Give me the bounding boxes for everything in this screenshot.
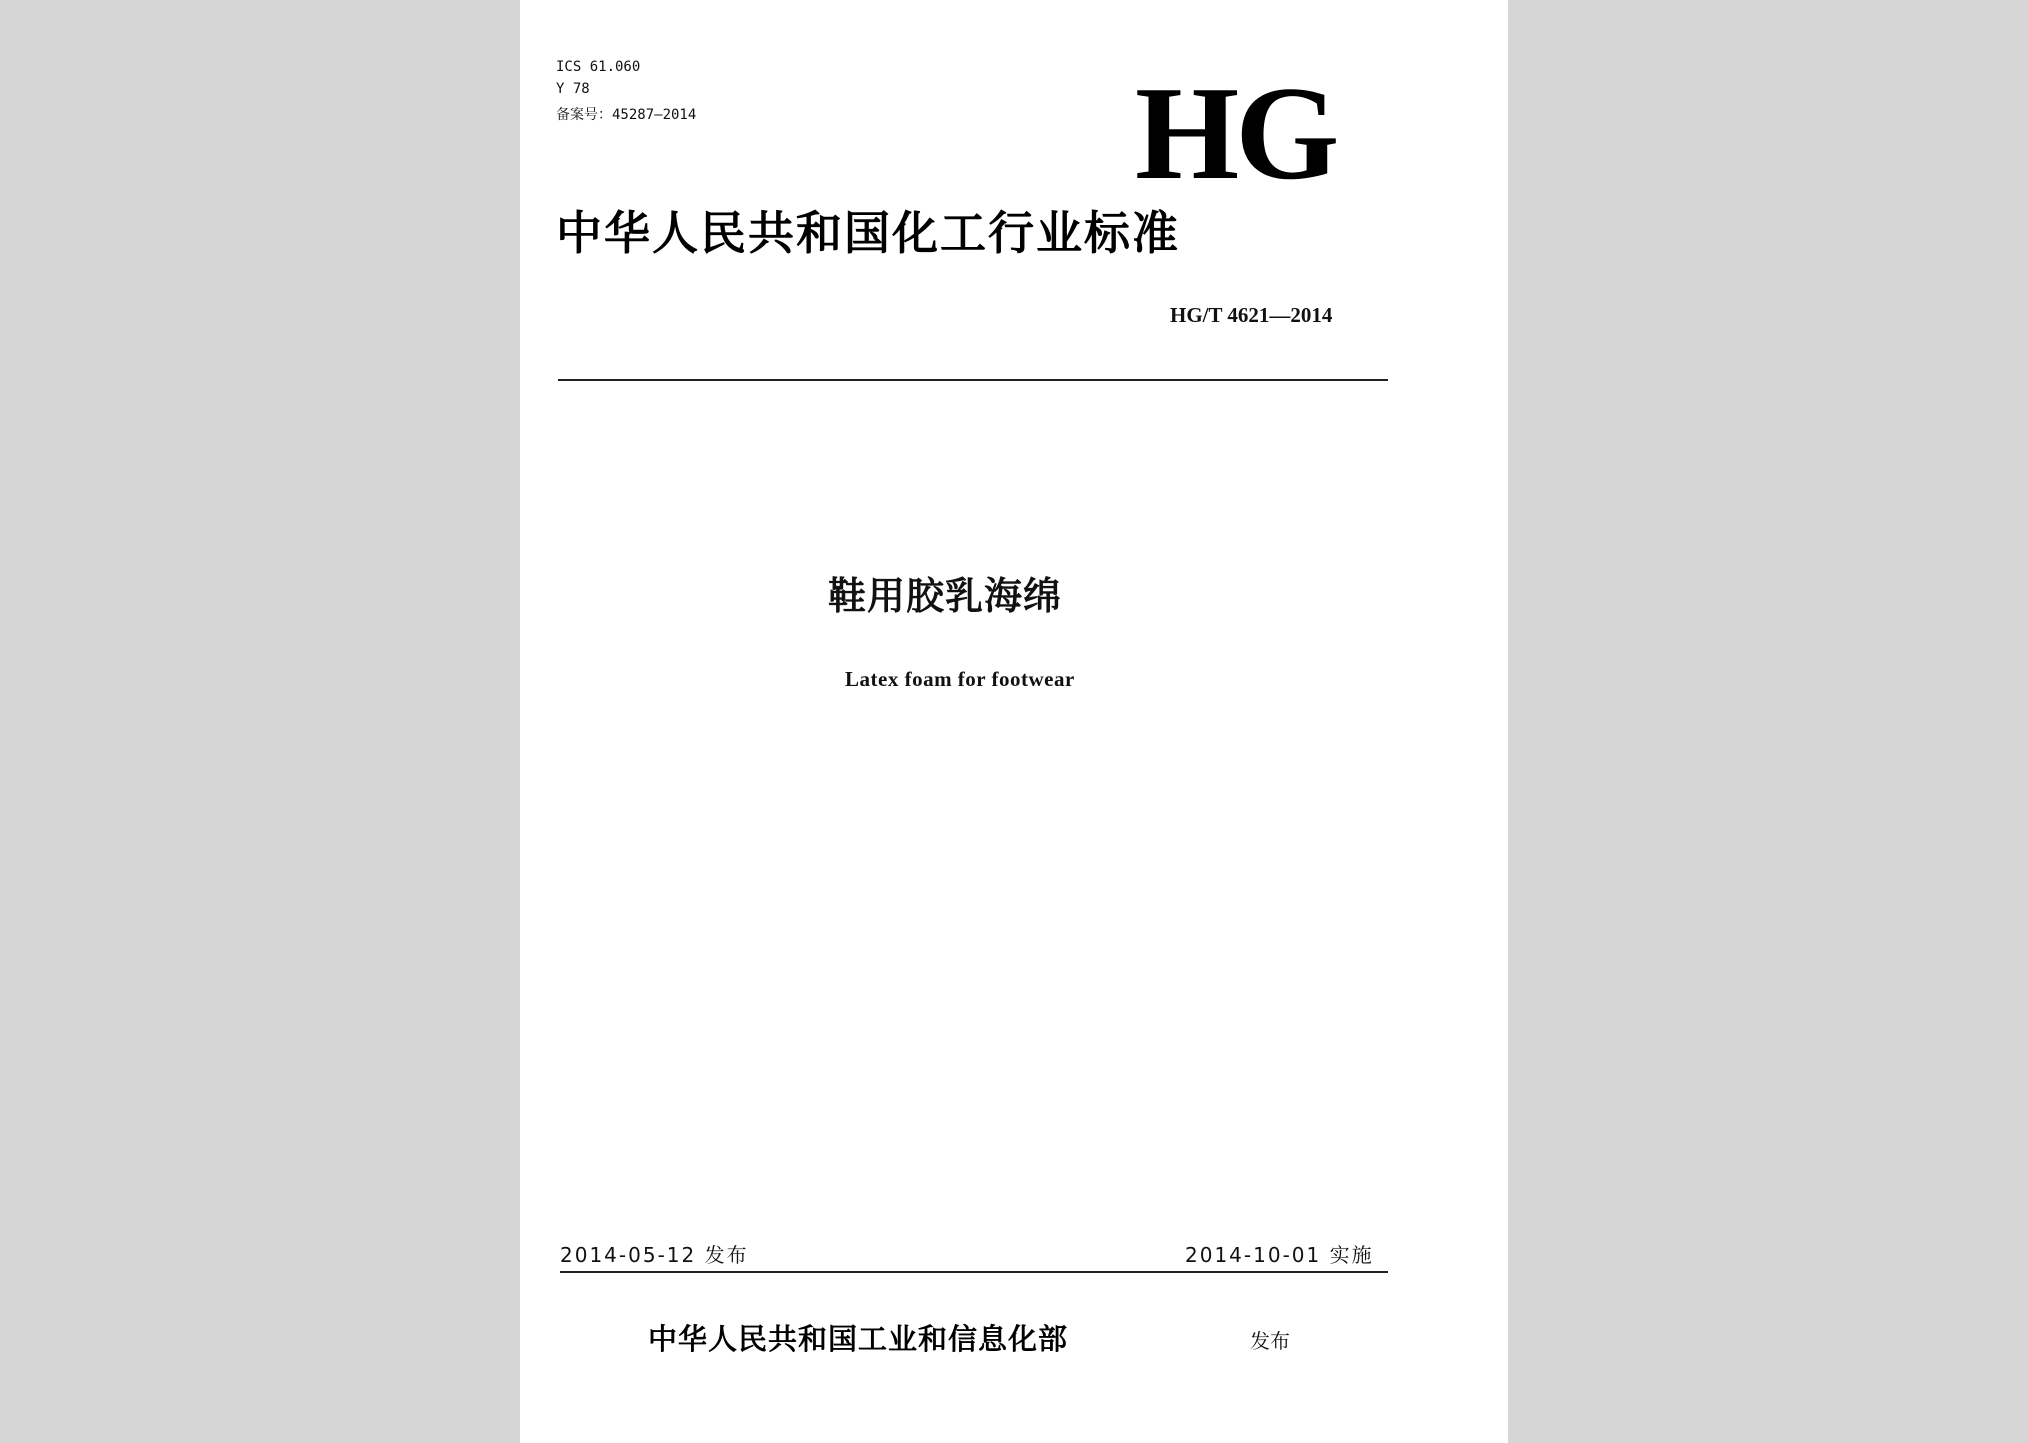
ics-code: ICS 61.060 <box>556 59 641 75</box>
record-number: 备案号：45287—2014 <box>556 107 697 123</box>
header-divider <box>558 379 1388 381</box>
publish-date: 2014-05-12 发布 <box>560 1243 749 1267</box>
issuing-authority: 中华人民共和国工业和信息化部 <box>648 1322 1069 1356</box>
footer-divider <box>560 1271 1388 1273</box>
standard-category-title: 中华人民共和国化工行业标准 <box>556 206 1180 260</box>
document-title-chinese: 鞋用胶乳海绵 <box>828 574 1063 618</box>
document-title-english: Latex foam for footwear <box>845 667 1075 691</box>
document-page <box>520 0 1508 1443</box>
implement-date: 2014-10-01 实施 <box>1185 1243 1374 1267</box>
hg-logo: HG <box>1135 59 1336 207</box>
standard-number: HG/T 4621—2014 <box>1170 303 1333 327</box>
issuing-action: 发布 <box>1250 1329 1290 1353</box>
ccs-code: Y 78 <box>556 81 590 97</box>
